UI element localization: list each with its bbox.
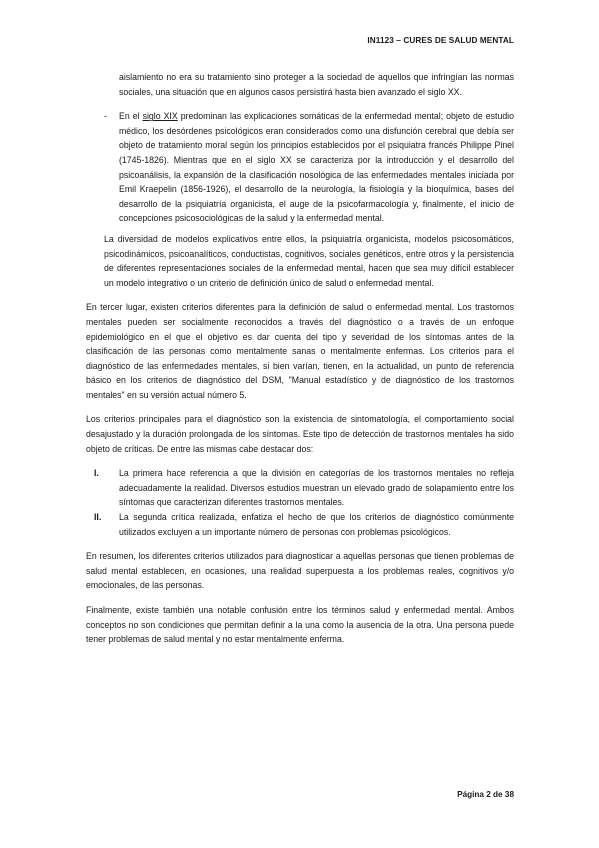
paragraph-summary: En resumen, los diferentes criterios utilizados para diagnosticar a aquellas personas que tienen problemas de salud mental establecen, en ocasiones, una realidad superpuesta a los problemas reales, cognitivos y/o emocionales, de las personas. <box>86 551 514 591</box>
siglo-xix-link[interactable]: siglo XIX <box>142 111 178 122</box>
paragraph-continuation: aislamiento no era su tratamiento sino proteger a la sociedad de aquellos que infringían las normas sociales, una situación que en algunos casos persistirá hasta bien avanzado el siglo XX. <box>119 72 514 97</box>
list-number-ii: II. <box>94 512 102 523</box>
page-number: Página 2 de 38 <box>457 790 514 799</box>
paragraph-finally: Finalmente, existe también una notable confusión entre los términos salud y enfermedad mental. Ambos conceptos no son condiciones que permitan definir a la una como la ausencia de la otra. Una persona puede tener problemas de salud mental y no estar mentalmente enferma. <box>86 605 514 645</box>
list-item-first-critique <box>94 466 514 510</box>
paragraph-criteria: Los criterios principales para el diagnóstico son la existencia de sintomatología, el comportamiento social desajustado y la duración prolongada de los síntomas. Este tipo de detección de trastornos mentales ha sido objeto de críticas. De entre las mismas cabe destacar dos: <box>86 414 514 454</box>
paragraph-diversity: La diversidad de modelos explicativos entre ellos, la psiquiatría organicista, modelos psicosomáticos, psicodinámicos, psicoanalíticos, conductistas, cognitivos, sociales genéticos, entre otros y la persistencia de diferentes representaciones sociales de la enfermedad mental, hacen que sea muy difícil establecer un modelo integrativo o un criterio de definición único de salud o enfermedad mental. <box>104 233 514 288</box>
paragraph-third-place: En tercer lugar, existen criterios diferentes para la definición de salud o enfermedad mental. Los trastornos mentales pueden ser socialmente reconocidos a través del diagnóstico o a través de un enfoque epidemiológico en el que el objetivo es dar cuenta del tipo y severidad de los síntomas antes de la clasificación de las personas como mentalmente sanas o mentalmente enfermas. Los criterios para el diagnóstico de las enfermedades mentales, si bien varían, tienen, en la actualidad, un punto de referencia básico en los criterios de diagnóstico del DSM, "Manual estadístico y de diagnóstico de los trastornos mentales" en su versión actual número 5. <box>86 302 514 400</box>
page-header: IN1123 – CURES DE SALUD MENTAL <box>367 36 514 45</box>
bullet-text <box>119 109 514 226</box>
list-item-text: La segunda crítica realizada, enfatiza el hecho de que los criterios de diagnóstico comúnmente utilizados excluyen a un importante número de personas con problemas psicológicos. <box>119 512 514 537</box>
list-item-second-critique <box>94 510 514 539</box>
list-item-text: La primera hace referencia a que la división en categorías de los trastornos mentales no refleja adecuadamente la realidad. Diversos estudios muestran un elevado grado de solapamiento entre los síntomas que caracterizan diferentes trastornos mentales. <box>119 468 514 508</box>
bullet-text-rest: predominan las explicaciones somáticas de la enfermedad mental; objeto de estudio médico, los desórdenes psicológicos eran considerados como una disfunción cerebral que debía ser objeto de tratamiento moral según los principios establecidos por el psiquiatra francés Philippe Pinel (1745-1826). Mientras que en el siglo XX se caracteriza por la introducción y el desarrollo del psicoanálisis, la expansión de la clasificación nosológica de las enfermedades mentales iniciada por Emil Kraepelin (1856-1926), el desarrollo de la neurología, la fisiología y la bioquímica, bases del desarrollo de la psiquiatría organicista, el auge de la psicofarmacología y, finalmente, el inicio de concepciones psicosociológicas de la salud y la enfermedad mental. <box>119 111 514 224</box>
bullet-text-start: En el <box>119 111 143 122</box>
page-content <box>86 70 514 647</box>
bullet-dash: - <box>104 111 107 122</box>
list-number-i: I. <box>94 468 99 479</box>
bullet-item-siglo-xix <box>104 109 514 226</box>
